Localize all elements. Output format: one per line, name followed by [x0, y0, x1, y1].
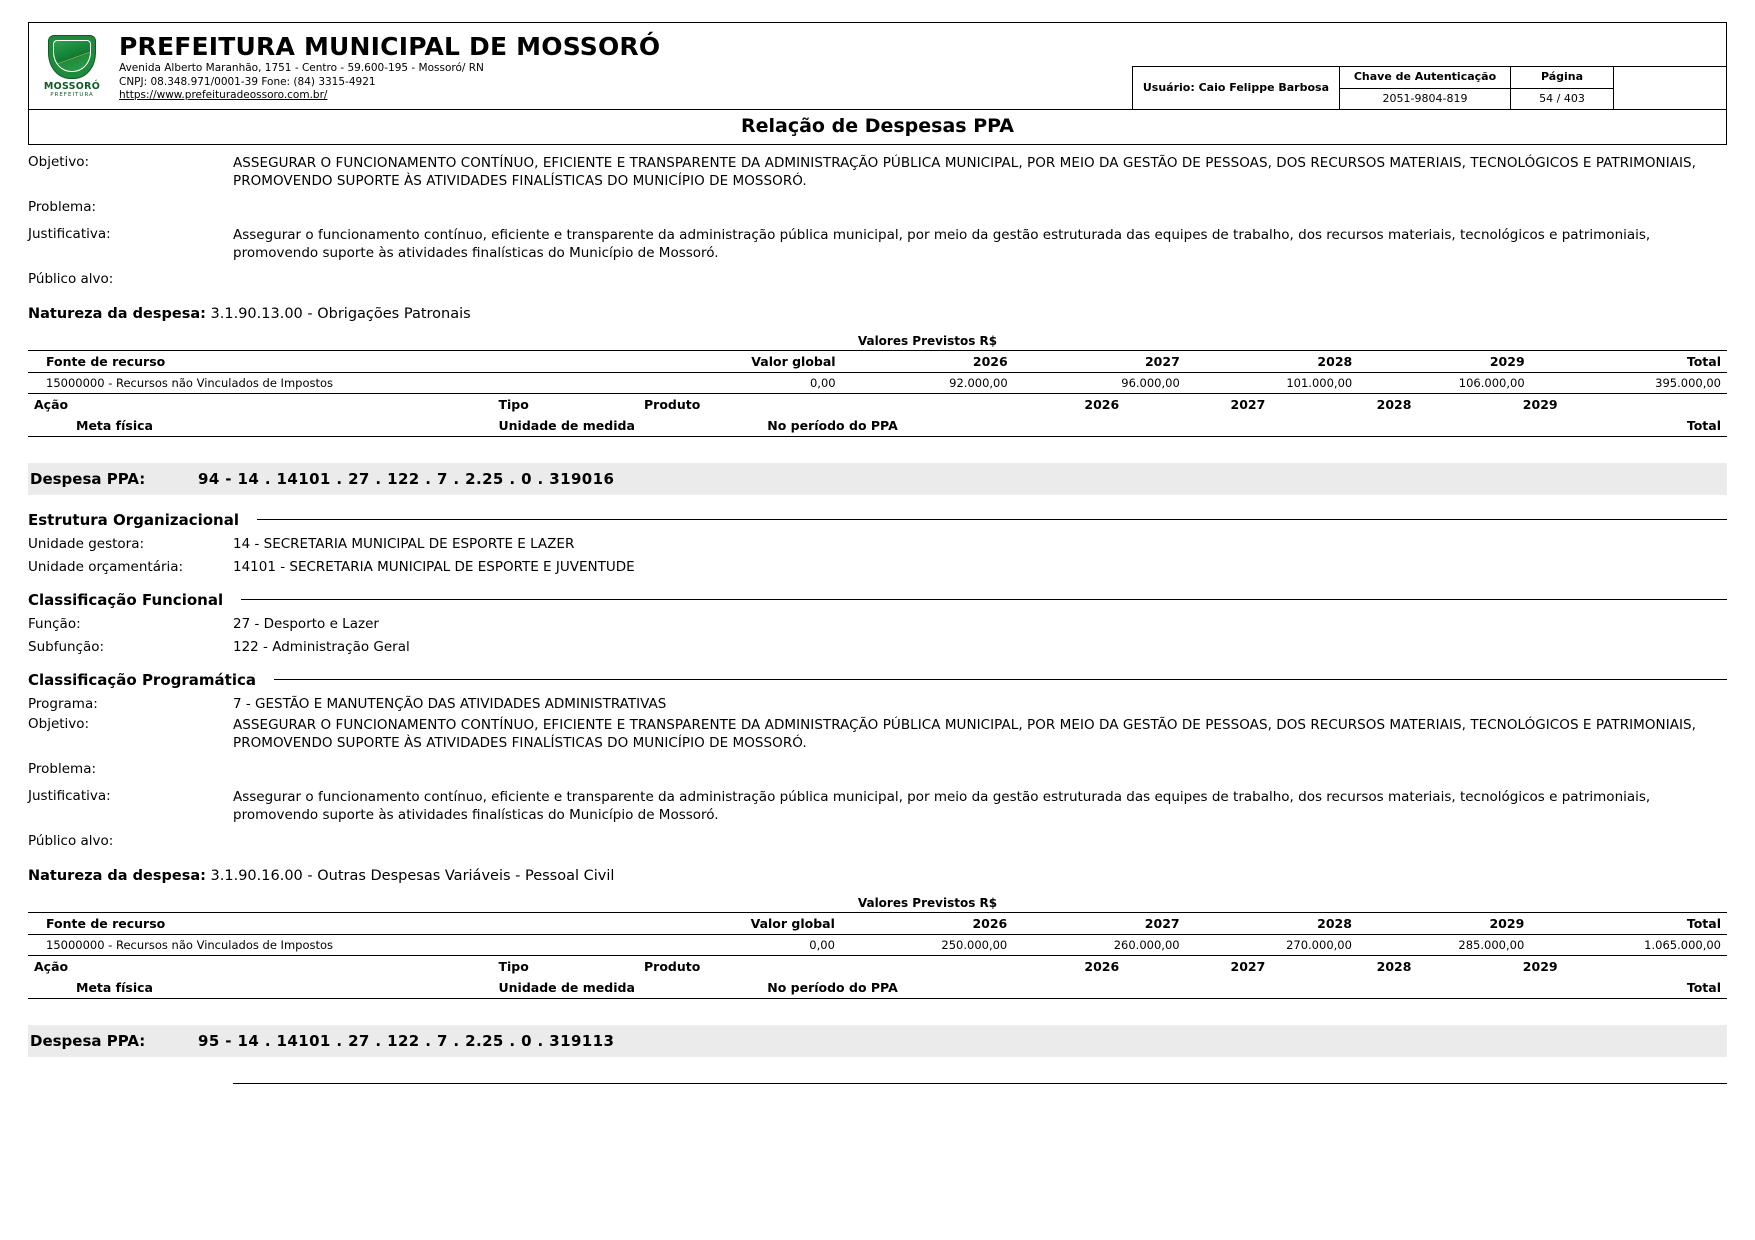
unidade-gestora-value: 14 - SECRETARIA MUNICIPAL DE ESPORTE E LAZER — [233, 535, 575, 552]
acao-total-label: Total — [1564, 415, 1727, 437]
org-website-link[interactable]: https://www.prefeituradeossoro.com.br/ — [119, 89, 328, 102]
acao-col-2026: 2026 — [1084, 958, 1120, 974]
acao-blank-cell — [761, 394, 979, 415]
problema-row-1 — [28, 199, 1727, 217]
valores-previstos-title-2: Valores Previstos R$ — [857, 895, 998, 910]
acao-col-2026: 2026 — [1084, 396, 1120, 412]
subfuncao-row — [28, 639, 1727, 655]
acao-col-total-blank — [1564, 394, 1727, 415]
col-2028: 2028 — [1186, 350, 1358, 372]
page-label: Página — [1511, 67, 1614, 88]
logo-name: MOSSORÓ — [43, 80, 101, 92]
acao-spacer-2027 — [1125, 977, 1271, 999]
cell-2029: 285.000,00 — [1358, 934, 1530, 955]
org-name: PREFEITURA MUNICIPAL DE MOSSORÓ — [119, 31, 661, 61]
acao-col-2027: 2027 — [1230, 958, 1266, 974]
cell-2028: 101.000,00 — [1186, 372, 1358, 393]
funcao-value: 27 - Desporto e Lazer — [233, 615, 379, 632]
header-titles — [115, 23, 1132, 109]
despesa-ppa-code: 95 - 14 . 14101 . 27 . 122 . 7 . 2.25 . 0 . 319113 — [198, 1031, 615, 1050]
acao-blank-cell — [761, 956, 979, 977]
bottom-rule — [233, 1083, 1727, 1084]
acao-spacer-2028 — [1271, 415, 1417, 437]
meta-fisica-label: Meta física — [28, 977, 492, 999]
estrutura-title: Estrutura Organizacional — [28, 510, 239, 529]
prefeitura-logo — [29, 23, 115, 109]
col-fonte-recurso: Fonte de recurso — [28, 350, 665, 372]
cell-fonte: 15000000 - Recursos não Vinculados de Impostos — [28, 934, 665, 955]
table-header-row — [28, 350, 1727, 372]
logo-sub: PREFEITURA — [50, 91, 94, 98]
user-cell — [1132, 67, 1339, 110]
problema-label: Problema: — [28, 761, 97, 778]
funcional-title: Classificação Funcional — [28, 590, 224, 609]
unidade-medida-label: Unidade de medida — [492, 415, 761, 437]
heading-rule — [274, 679, 1727, 680]
problema-row-2 — [28, 761, 1727, 779]
produto-label: Produto — [644, 958, 701, 974]
acao-col-2028: 2028 — [1376, 396, 1412, 412]
problema-label: Problema: — [28, 199, 97, 216]
subfuncao-value: 122 - Administração Geral — [233, 638, 410, 655]
col-valor-global: Valor global — [665, 350, 841, 372]
auth-key-label: Chave de Autenticação — [1340, 67, 1511, 88]
natureza-value: 3.1.90.16.00 - Outras Despesas Variáveis - Pessoal Civil — [210, 867, 615, 884]
despesa-ppa-code: 94 - 14 . 14101 . 27 . 122 . 7 . 2.25 . 0 . 319016 — [198, 469, 615, 488]
fonte-recurso-table-1 — [28, 350, 1727, 394]
acao-spacer-2026 — [979, 415, 1125, 437]
acao-header-row-2 — [28, 977, 1727, 999]
cell-2027: 260.000,00 — [1013, 934, 1185, 955]
col-total: Total — [1530, 912, 1727, 934]
cell-2026: 250.000,00 — [841, 934, 1013, 955]
col-2027: 2027 — [1014, 350, 1186, 372]
natureza-value: 3.1.90.13.00 - Obrigações Patronais — [210, 305, 471, 322]
acao-label: Ação — [34, 396, 69, 412]
unidade-orcamentaria-row — [28, 559, 1727, 575]
cell-total: 395.000,00 — [1531, 372, 1727, 393]
table-row — [28, 372, 1727, 393]
justificativa-row-2 — [28, 788, 1727, 824]
funcao-row — [28, 616, 1727, 632]
produto-label: Produto — [644, 396, 701, 412]
natureza-despesa-2 — [28, 868, 1727, 884]
unidade-medida-label: Unidade de medida — [492, 977, 761, 999]
natureza-label: Natureza da despesa: — [28, 867, 206, 884]
justificativa-value: Assegurar o funcionamento contínuo, eficiente e transparente da administração pública municipal, por meio da gestão estruturada das equipes de trabalho, dos recursos materiais, tecnológicos e patrimoniais, promovendo suporte às atividades finalísticas do Município de Mossoró. — [233, 788, 1651, 824]
col-2026: 2026 — [842, 350, 1014, 372]
acao-total-label: Total — [1564, 977, 1727, 999]
acao-header-row-2 — [28, 415, 1727, 437]
acao-spacer-2026 — [979, 977, 1125, 999]
auth-key-value: 2051-9804-819 — [1340, 88, 1511, 109]
org-cnpj: CNPJ: 08.348.971/0001-39 Fone: (84) 3315-4921 — [119, 76, 376, 88]
acao-spacer-2028 — [1271, 977, 1417, 999]
objetivo-label: Objetivo: — [28, 154, 90, 170]
periodo-ppa-label: No período do PPA — [761, 977, 979, 999]
cell-valor-global: 0,00 — [665, 372, 841, 393]
acao-spacer-2029 — [1417, 977, 1563, 999]
cell-total: 1.065.000,00 — [1530, 934, 1727, 955]
classificacao-programatica-heading — [28, 671, 1727, 689]
header-meta — [1132, 23, 1726, 109]
org-address: Avenida Alberto Maranhão, 1751 - Centro - 59.600-195 - Mossoró/ RN — [119, 61, 484, 74]
subfuncao-label: Subfunção: — [28, 638, 105, 655]
natureza-despesa-1 — [28, 306, 1727, 322]
acao-spacer-2029 — [1417, 415, 1563, 437]
acao-col-2028: 2028 — [1376, 958, 1412, 974]
col-2028: 2028 — [1186, 912, 1358, 934]
tipo-label: Tipo — [498, 958, 529, 974]
objetivo-value: ASSEGURAR O FUNCIONAMENTO CONTÍNUO, EFICIENTE E TRANSPARENTE DA ADMINISTRAÇÃO PÚBLICA MUNICIPAL, POR MEIO DA GESTÃO DE PESSOAS, DOS RECURSOS MATERIAIS, TECNOLÓGICOS E PATRIMONIAIS, PROMOVENDO SUPORTE ÀS ATIVIDADES FINALÍSTICAS DO MUNICÍPIO DE MOSSORÓ. — [233, 716, 1696, 752]
programatica-title: Classificação Programática — [28, 670, 256, 689]
despesa-ppa-label: Despesa PPA: — [30, 469, 146, 488]
acao-col-2029: 2029 — [1522, 958, 1558, 974]
justificativa-label: Justificativa: — [28, 787, 111, 804]
shield-icon — [48, 35, 96, 79]
acao-label: Ação — [34, 958, 69, 974]
unidade-gestora-label: Unidade gestora: — [28, 535, 145, 552]
programa-row — [28, 696, 1727, 712]
objetivo-label: Objetivo: — [28, 715, 90, 732]
acao-table-1 — [28, 394, 1727, 437]
page-value: 54 / 403 — [1511, 88, 1614, 109]
user-name: Caio Felippe Barbosa — [1198, 81, 1329, 95]
acao-header-row-1 — [28, 394, 1727, 415]
col-fonte-recurso: Fonte de recurso — [28, 912, 665, 934]
acao-header-row-1 — [28, 956, 1727, 977]
tipo-label: Tipo — [498, 396, 529, 412]
despesa-ppa-label: Despesa PPA: — [30, 1031, 146, 1050]
despesa-ppa-bar-2 — [28, 1025, 1727, 1057]
fonte-recurso-table-2 — [28, 912, 1727, 956]
cell-2029: 106.000,00 — [1358, 372, 1530, 393]
cell-2026: 92.000,00 — [842, 372, 1014, 393]
col-2029: 2029 — [1358, 912, 1530, 934]
unidade-gestora-row — [28, 536, 1727, 552]
table-row — [28, 934, 1727, 955]
header-blank-cell — [1614, 67, 1727, 110]
unidade-orcamentaria-label: Unidade orçamentária: — [28, 558, 184, 575]
justificativa-label: Justificativa: — [28, 225, 111, 242]
col-2029: 2029 — [1358, 350, 1530, 372]
classificacao-funcional-heading — [28, 591, 1727, 609]
acao-col-2029: 2029 — [1522, 396, 1558, 412]
despesa-ppa-bar-1 — [28, 463, 1727, 495]
page-title: Relação de Despesas PPA — [28, 110, 1727, 145]
cell-2028: 270.000,00 — [1186, 934, 1358, 955]
cell-fonte: 15000000 - Recursos não Vinculados de Impostos — [28, 372, 665, 393]
periodo-ppa-label: No período do PPA — [761, 415, 979, 437]
funcao-label: Função: — [28, 615, 81, 632]
cell-2027: 96.000,00 — [1014, 372, 1186, 393]
programa-value: 7 - GESTÃO E MANUTENÇÃO DAS ATIVIDADES ADMINISTRATIVAS — [233, 695, 667, 712]
acao-col-2027: 2027 — [1230, 396, 1266, 412]
valores-previstos-title-1: Valores Previstos R$ — [857, 333, 998, 348]
heading-rule — [257, 519, 1727, 520]
objetivo-value: ASSEGURAR O FUNCIONAMENTO CONTÍNUO, EFICIENTE E TRANSPARENTE DA ADMINISTRAÇÃO PÚBLICA MUNICIPAL, POR MEIO DA GESTÃO DE PESSOAS, DOS RECURSOS MATERIAIS, TECNOLÓGICOS E PATRIMONIAIS, PROMOVENDO SUPORTE ÀS ATIVIDADES FINALÍSTICAS DO MUNICÍPIO DE MOSSORÓ. — [233, 155, 1696, 190]
objetivo-row-2 — [28, 716, 1727, 752]
table-header-row — [28, 912, 1727, 934]
unidade-orcamentaria-value: 14101 - SECRETARIA MUNICIPAL DE ESPORTE E JUVENTUDE — [233, 558, 635, 575]
publico-alvo-label: Público alvo: — [28, 271, 114, 288]
publico-alvo-label: Público alvo: — [28, 833, 114, 850]
programa-label: Programa: — [28, 695, 98, 712]
col-valor-global: Valor global — [665, 912, 841, 934]
estrutura-organizacional-heading — [28, 511, 1727, 529]
publico-alvo-row-1 — [28, 271, 1727, 289]
cell-valor-global: 0,00 — [665, 934, 841, 955]
document-header — [28, 22, 1727, 110]
col-2027: 2027 — [1013, 912, 1185, 934]
acao-spacer-2027 — [1125, 415, 1271, 437]
justificativa-value: Assegurar o funcionamento contínuo, eficiente e transparente da administração pública municipal, por meio da gestão estruturada das equipes de trabalho, dos recursos materiais, tecnológicos e patrimoniais, promovendo suporte às atividades finalísticas do Município de Mossoró. — [233, 226, 1651, 262]
heading-rule — [241, 599, 1727, 600]
objetivo-row-1 — [28, 154, 1727, 190]
user-label: Usuário: — [1142, 81, 1195, 95]
meta-fisica-label: Meta física — [28, 415, 492, 437]
natureza-label: Natureza da despesa: — [28, 305, 206, 322]
col-total: Total — [1531, 350, 1727, 372]
justificativa-row-1 — [28, 226, 1727, 262]
col-2026: 2026 — [841, 912, 1013, 934]
publico-alvo-row-2 — [28, 833, 1727, 851]
acao-col-total-blank — [1564, 956, 1727, 977]
acao-table-2 — [28, 956, 1727, 999]
